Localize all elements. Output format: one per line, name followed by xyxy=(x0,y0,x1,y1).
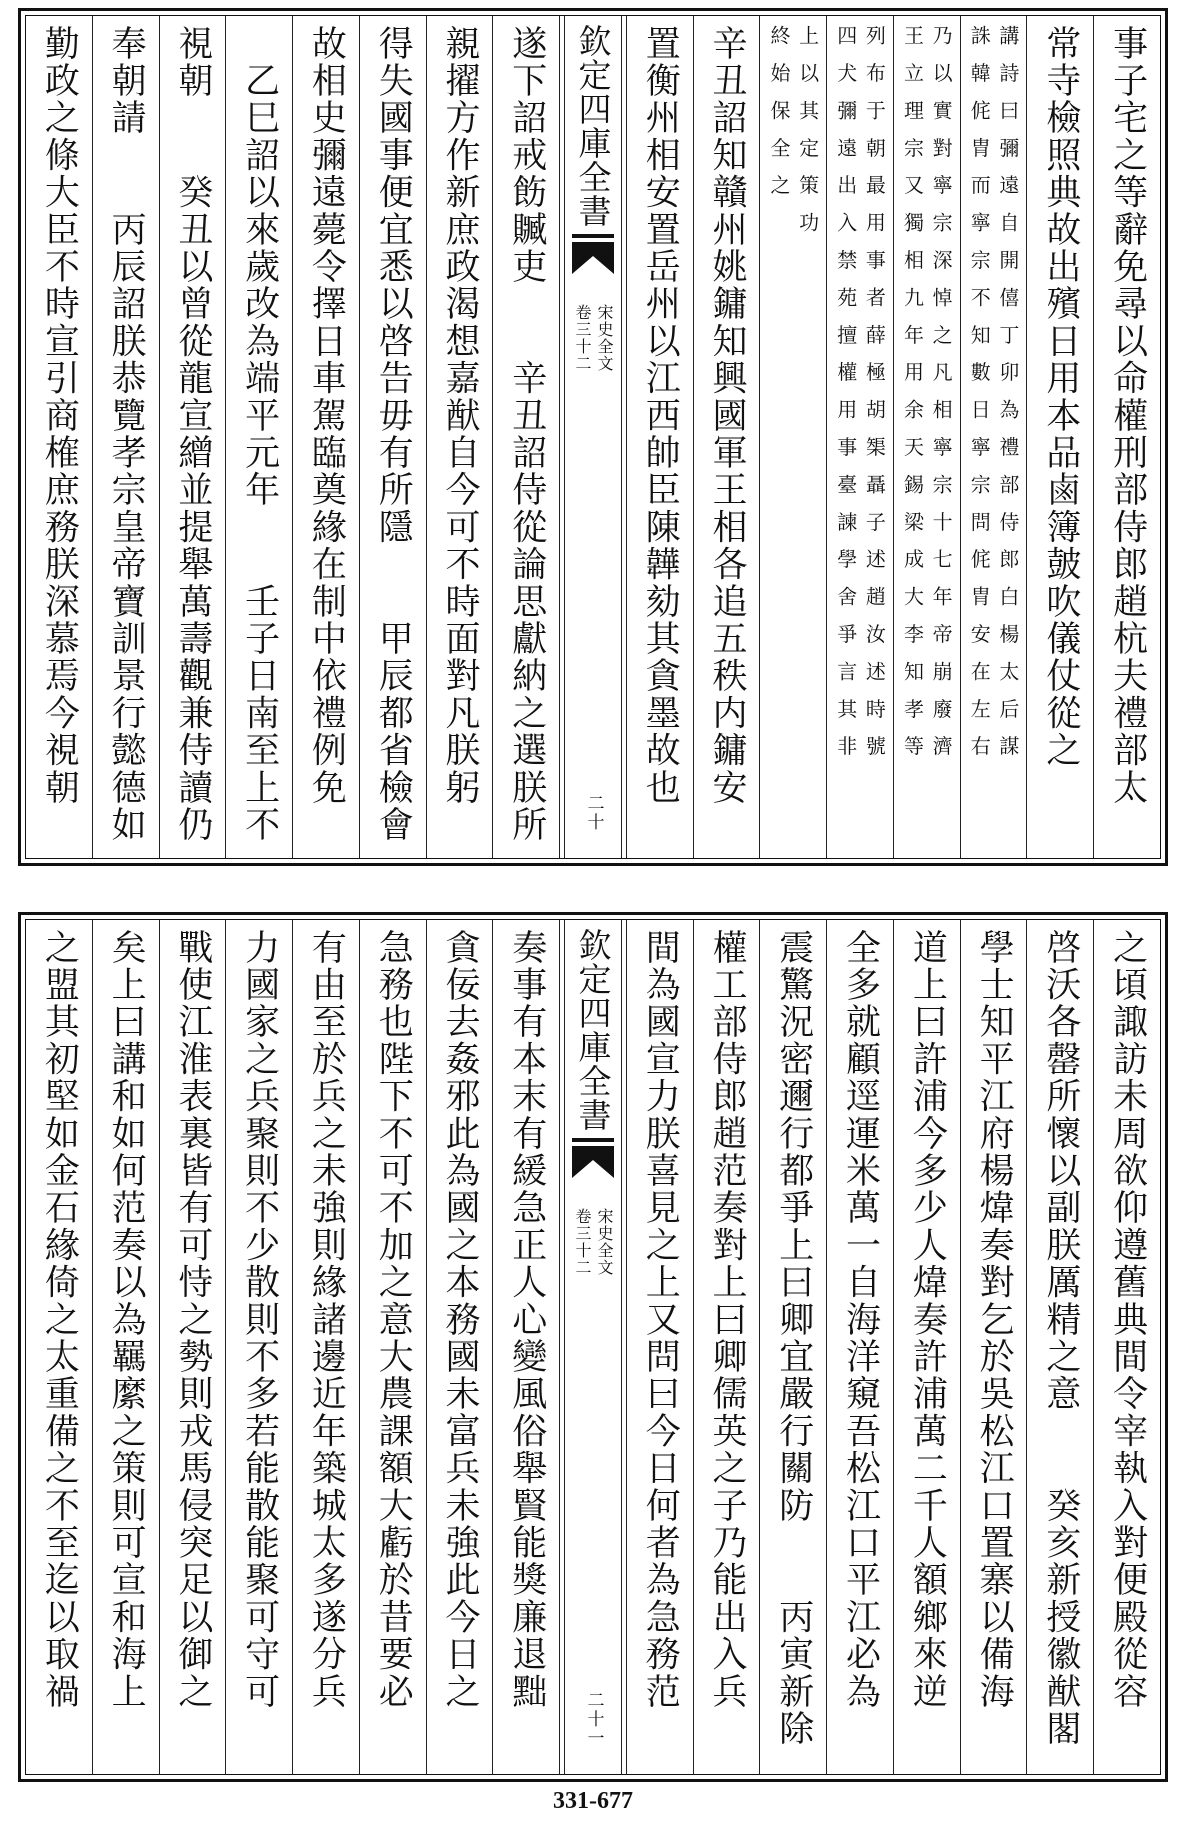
page-number: 二十 xyxy=(583,794,604,832)
text-column xyxy=(225,16,292,858)
annotation-line: 列布于朝最用事者薛極胡榘聶子述趙汝述時號 xyxy=(862,25,887,773)
book-info xyxy=(574,304,612,372)
column-text: 間為國宣力朕喜見之上又問曰今日何者為急務范 xyxy=(640,929,681,1711)
text-column xyxy=(225,920,292,1774)
text-column xyxy=(759,920,826,1774)
annotation-line: 上以其定策功 xyxy=(795,25,820,250)
text-column xyxy=(626,920,693,1774)
text-column xyxy=(893,920,960,1774)
column-text: 勤政之條大臣不時宣引商榷庶務朕深慕焉今視朝 xyxy=(39,25,80,807)
text-column xyxy=(626,16,693,858)
column-text: 學士知平江府楊煒奏對乞於吳松江口置寨以備海 xyxy=(974,929,1015,1711)
annotation-line: 講詩曰彌遠自開僖丁卯為禮部侍郎白楊太后謀 xyxy=(995,25,1020,773)
column-text: 權工部侍郎趙范奏對上曰卿儒英之子乃能出入兵 xyxy=(707,929,748,1711)
volume-number: 卷三十二 xyxy=(572,1208,592,1276)
bottom-page-columns xyxy=(25,919,1161,1775)
text-column xyxy=(159,16,226,858)
text-column xyxy=(1093,920,1160,1774)
column-text: 奏事有本末有緩急正人心變風俗舉賢能獎廉退黜 xyxy=(506,929,547,1711)
collection-title: 欽定四庫全書 xyxy=(573,24,613,228)
column-text: 戰使江淮表裏皆有可恃之勢則戎馬侵突足以御之 xyxy=(172,929,213,1711)
book-title: 宋史全文 xyxy=(594,1208,614,1276)
center-fold-column xyxy=(559,16,626,858)
bottom-page-panel xyxy=(18,912,1168,1782)
text-column xyxy=(1093,16,1160,858)
text-column xyxy=(1026,920,1093,1774)
column-text: 故相史彌遠薨令擇日車駕臨奠緣在制中依禮例免 xyxy=(306,25,347,807)
book-title: 宋史全文 xyxy=(594,304,614,372)
center-fold-column xyxy=(559,920,626,1774)
annotation-line: 王立理宗又獨相九年用余天錫梁成大李知孝等 xyxy=(900,25,925,773)
scan-page-number: 331-677 xyxy=(553,1788,633,1814)
column-text: 震驚況密邇行都爭上曰卿宜嚴行關防 丙寅新除 xyxy=(773,929,814,1748)
column-text: 急務也陛下不可不加之意大農課額大虧於昔要必 xyxy=(373,929,414,1711)
column-text: 之盟其初堅如金石緣倚之太重備之不至迄以取禍 xyxy=(39,929,80,1711)
column-text: 置衡州相安置岳州以江西帥臣陳韡劾其貪墨故也 xyxy=(640,25,681,807)
column-text: 貪佞去姦邪此為國之本務國未富兵未強此今日之 xyxy=(439,929,480,1711)
fishtail-mark-icon xyxy=(572,1138,614,1178)
text-column xyxy=(693,16,760,858)
text-column xyxy=(826,920,893,1774)
column-text: 矣上曰講和如何范奏以為羈縻之策則可宣和海上 xyxy=(106,929,147,1711)
column-text: 之頃諏訪未周欲仰遵舊典間令宰執入對便殿從容 xyxy=(1107,929,1148,1711)
column-text: 視朝 癸丑以曾從龍宣繒並提舉萬壽觀兼侍讀仍 xyxy=(172,25,213,844)
text-column xyxy=(359,16,426,858)
annotation-column xyxy=(893,16,960,858)
text-column xyxy=(359,920,426,1774)
text-column xyxy=(159,920,226,1774)
book-info xyxy=(574,1208,612,1276)
column-text: 全多就顧逕運米萬一自海洋窺吾松江口平江必為 xyxy=(840,929,881,1711)
fishtail-mark-icon xyxy=(572,234,614,274)
column-text: 遂下詔戒飭贓吏 辛丑詔侍從論思獻納之選朕所 xyxy=(506,25,547,844)
column-text: 乙巳詔以來歲改為端平元年 壬子日南至上不 xyxy=(239,25,280,844)
annotation-column xyxy=(759,16,826,858)
text-column xyxy=(492,920,559,1774)
text-column xyxy=(1026,16,1093,858)
text-column xyxy=(92,16,159,858)
text-column xyxy=(426,16,493,858)
column-text: 奉朝請 丙辰詔朕恭覽孝宗皇帝寶訓景行懿德如 xyxy=(106,25,147,844)
text-column xyxy=(292,920,359,1774)
collection-title: 欽定四庫全書 xyxy=(573,928,613,1132)
volume-number: 卷三十二 xyxy=(572,304,592,372)
column-text: 力國家之兵聚則不少散則不多若能散能聚可守可 xyxy=(239,929,280,1711)
annotation-line: 誅韓侂胄而寧宗不知數日寧宗問侂胄安在左右 xyxy=(967,25,992,773)
annotation-column xyxy=(960,16,1027,858)
column-text: 得失國事便宜悉以啓告毋有所隱 甲辰都省檢會 xyxy=(373,25,414,844)
annotation-line: 四犬彌遠出入禁苑擅權用事臺諫學舍爭言其非 xyxy=(833,25,858,773)
column-text: 辛丑詔知贛州姚鏞知興國軍王相各追五秩内鏞安 xyxy=(707,25,748,807)
column-text: 有由至於兵之未強則緣諸邊近年築城太多遂分兵 xyxy=(306,929,347,1711)
page-number: 二十一 xyxy=(583,1691,604,1748)
text-column xyxy=(693,920,760,1774)
text-column xyxy=(960,920,1027,1774)
text-column xyxy=(426,920,493,1774)
annotation-column xyxy=(826,16,893,858)
top-page-panel xyxy=(18,8,1168,866)
column-text: 親擢方作新庶政渴想嘉猷自今可不時面對凡朕躬 xyxy=(439,25,480,807)
text-column xyxy=(92,920,159,1774)
column-text: 常寺檢照典故出殯日用本品鹵簿皷吹儀仗從之 xyxy=(1040,25,1081,769)
text-column xyxy=(26,920,92,1774)
text-column xyxy=(26,16,92,858)
column-text: 啓沃各罄所懷以副朕厲精之意 癸亥新授徽猷閣 xyxy=(1040,929,1081,1748)
top-page-columns xyxy=(25,15,1161,859)
text-column xyxy=(292,16,359,858)
column-text: 事子宅之等辭免尋以命權刑部侍郎趙杭夫禮部太 xyxy=(1107,25,1148,807)
text-column xyxy=(492,16,559,858)
column-text: 道上曰許浦今多少人煒奏許浦萬二千人額鄉來逆 xyxy=(907,929,948,1711)
annotation-line: 乃以實對寧宗深悼之凡相寧宗十七年帝崩廢濟 xyxy=(929,25,954,773)
annotation-line: 終始保全之 xyxy=(766,25,791,212)
